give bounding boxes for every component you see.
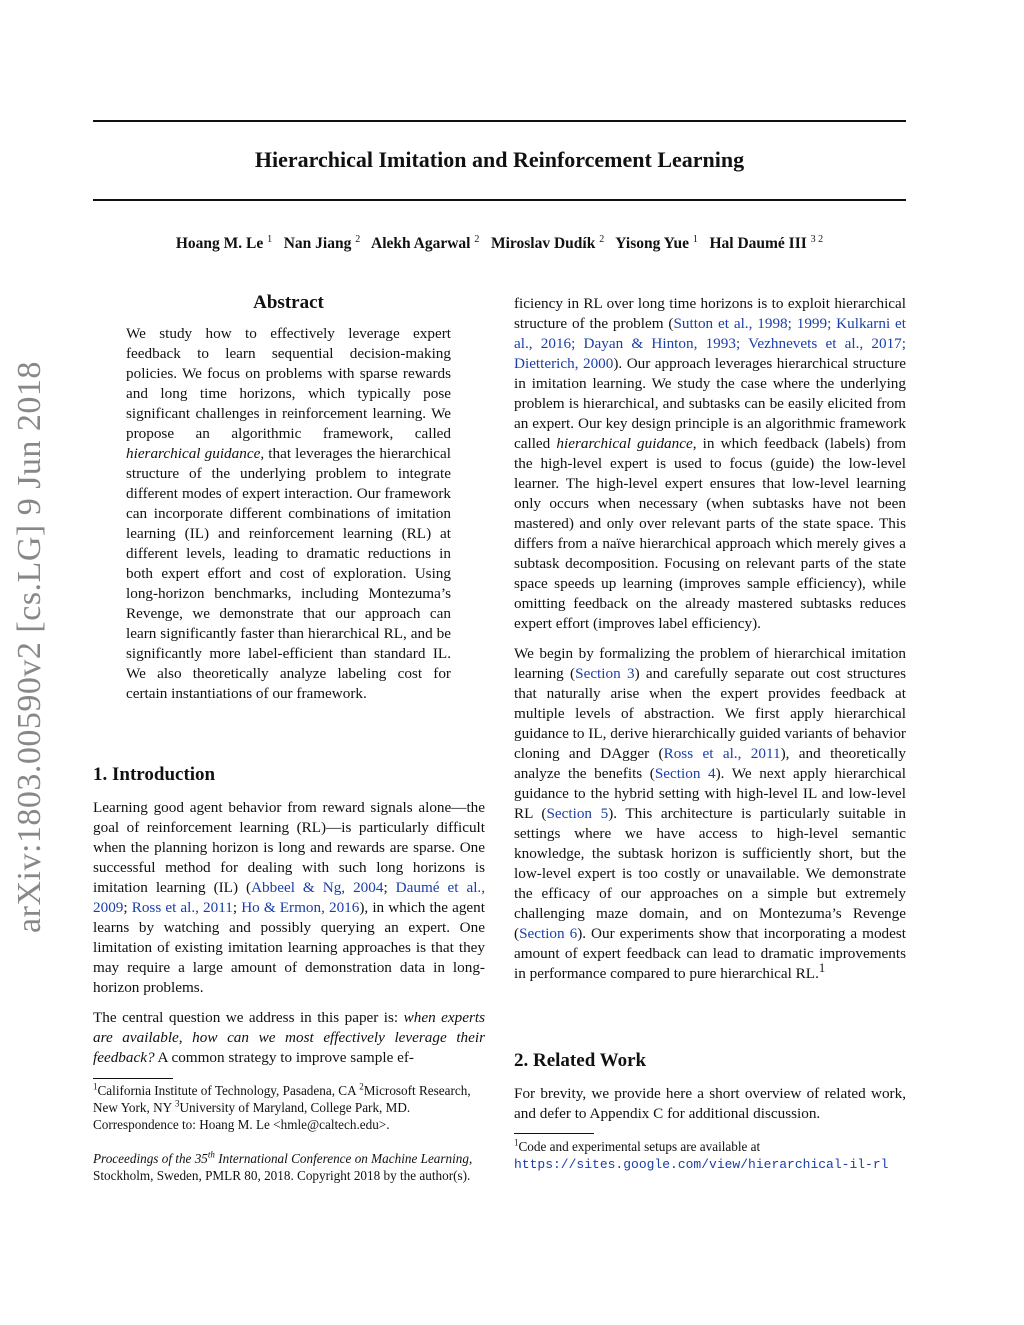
intro-paragraph-2: The central question we address in this paper is: when experts are available, how can we most effectively leverage their feedback? A common strategy to improve sample ef- <box>93 1009 485 1066</box>
intro-paragraph-1: Learning good agent behavior from reward signals alone—the goal of reinforcement learning (RL)—is particularly difficult when the planning horizon is long and rewards are sparse. One successful method for dealing with such long horizons is imitation learning (IL) (Abbeel & Ng, 2004; Daumé et al., 2009; Ross et al., 2011; Ho & Ermon, 2016), in which the agent learns by watching and possibly querying an expert. One limitation of existing imitation learning approaches is that they may require a large amount of demonstration data in long-horizon problems. <box>93 799 486 996</box>
citation-link[interactable]: Ho & Ermon, 2016 <box>241 899 360 916</box>
intro-paragraph-3: ficiency in RL over long time horizons is to exploit hierarchical structure of the problem (Sutton et al., 1998; 1999; Kulkarni et al., 2016; Dayan & Hinton, 1993; Vezhnevets et al., 2017; Dietterich, 2000). Our approach leverages hierarchical structure in imitation learning. We study the case where the underlying problem is hierarchical, and subtasks can be easily elicited from an expert. Our key design principle is an algorithmic framework called hierarchical guidance, in which feedback (labels) from the high-level expert is used to focus (guide) the low-level learner. The high-level expert ensures that low-level learning only occurs when necessary (when subtasks have not been mastered) and only over relevant parts of the state space. This differs from a naïve hierarchical approach which merely gives a subtask decomposition. Focusing on relevant parts of the state space speeds up learning (improves sample efficiency), while omitting feedback on the already mastered subtasks reduces expert effort (improves label efficiency). <box>514 295 907 632</box>
section-link[interactable]: Section 4 <box>654 765 716 782</box>
section-link[interactable]: Section 3 <box>575 665 635 682</box>
code-footnote: $^1$Code and experimental setups are available at https://sites.google.com/view/hierarchical-il-rl <box>514 1137 889 1172</box>
author-list <box>93 235 906 253</box>
abstract-heading: Abstract <box>253 292 324 313</box>
abstract-body <box>126 324 451 714</box>
author: Hoang M. Le $^1$ <box>175 233 273 252</box>
author: Yisong Yue $^1$ <box>615 233 698 252</box>
section-link[interactable]: Section 5 <box>546 805 609 822</box>
footnote-rule <box>93 1078 173 1079</box>
author: Hal Daumé III $^{3 2}$ <box>709 233 824 252</box>
affiliation-footnote: $^1$California Institute of Technology, Pasadena, CA $^2$Microsoft Research, New York, NY $^3$University of Maryland, College Park, MD. Correspondence to: Hoang M. Le <hmle@caltech.edu>. <box>93 1081 471 1132</box>
title-bottom-rule <box>93 199 906 201</box>
citation-link[interactable]: Daumé et al., 2009 <box>93 879 486 916</box>
author: Alekh Agarwal $^2$ <box>371 233 480 252</box>
author: Miroslav Dudík $^2$ <box>490 233 605 252</box>
paper-title: Hierarchical Imitation and Reinforcement Learning <box>254 147 745 172</box>
related-work-heading: 2. Related Work <box>514 1050 647 1071</box>
section-link[interactable]: Section 6 <box>519 925 578 942</box>
footnote-marker[interactable]: 1 <box>818 960 826 975</box>
right-column-body <box>514 294 906 994</box>
citation-link[interactable]: Ross et al., 2011 <box>663 745 781 762</box>
related-work-body <box>514 1084 906 1134</box>
arxiv-identifier: arXiv:1803.00590v2 [cs.LG] 9 Jun 2018 <box>11 361 48 933</box>
related-paragraph: For brevity, we provide here a short overview of related work, and defer to Appendix C for additional discussion. <box>514 1085 906 1122</box>
intro-paragraph-4: We begin by formalizing the problem of hierarchical imitation learning (Section 3) and carefully separate out cost structures that naturally arise when the expert provides feedback at multiple levels of abstraction. We first apply hierarchical guidance to IL, derive hierarchically guided variants of behavior cloning and DAgger (Ross et al., 2011), and theoretically analyze the benefits (Section 4). We next apply hierarchical guidance to the hybrid setting with high-level IL and low-level RL (Section 5). This architecture is particularly suitable in settings where we have access to high-level semantic knowledge, the subtask horizon is sufficiently short, but the low-level expert is too costly or unavailable. We demonstrate the efficacy of our approaches on a simple but extremely challenging maze domain, and on Montezuma’s Revenge (Section 6). Our experiments show that incorporating a modest amount of expert feedback can lead to dramatic improvements in performance compared to pure hierarchical RL.$^1$ <box>514 645 907 982</box>
footnote-rule <box>514 1133 594 1134</box>
author: Nan Jiang $^2$ <box>283 233 361 252</box>
citation-link[interactable]: Sutton et al., 1998; 1999; Kulkarni et al., 2016; Dayan & Hinton, 1993; Vezhnevets et al., 2017; Dietterich, 2000 <box>514 315 906 372</box>
citation-link[interactable]: Ross et al., 2011 <box>131 899 233 916</box>
citation-link[interactable]: Abbeel & Ng, 2004 <box>251 879 384 896</box>
abstract-paragraph: We study how to effectively leverage expert feedback to learn sequential decision-making policies. We focus on problems with sparse rewards and long time horizons, which typically pose significant challenges in reinforcement learning. We propose an algorithmic framework, called hierarchical guidance, that leverages the hierarchical structure of the underlying problem to integrate different modes of expert interaction. Our framework can incorporate different combinations of imitation learning (IL) and reinforcement learning (RL) at different levels, leading to dramatic reductions in both expert effort and cost of exploration. Using long-horizon benchmarks, including Montezuma’s Revenge, we demonstrate that our approach can learn significantly faster than hierarchical RL, and be significantly more label-efficient than standard IL. We also theoretically analyze labeling cost for certain instantiations of our framework. <box>126 325 451 702</box>
code-url-link[interactable]: https://sites.google.com/view/hierarchical-il-rl <box>514 1157 889 1172</box>
proceedings-note: Proceedings of the 35th International Conference on Machine Learning, Stockholm, Sweden, PMLR 80, 2018. Copyright 2018 by the author(s). <box>93 1149 473 1183</box>
introduction-body <box>93 798 485 1078</box>
introduction-heading: 1. Introduction <box>93 764 216 785</box>
top-rule <box>93 120 906 122</box>
